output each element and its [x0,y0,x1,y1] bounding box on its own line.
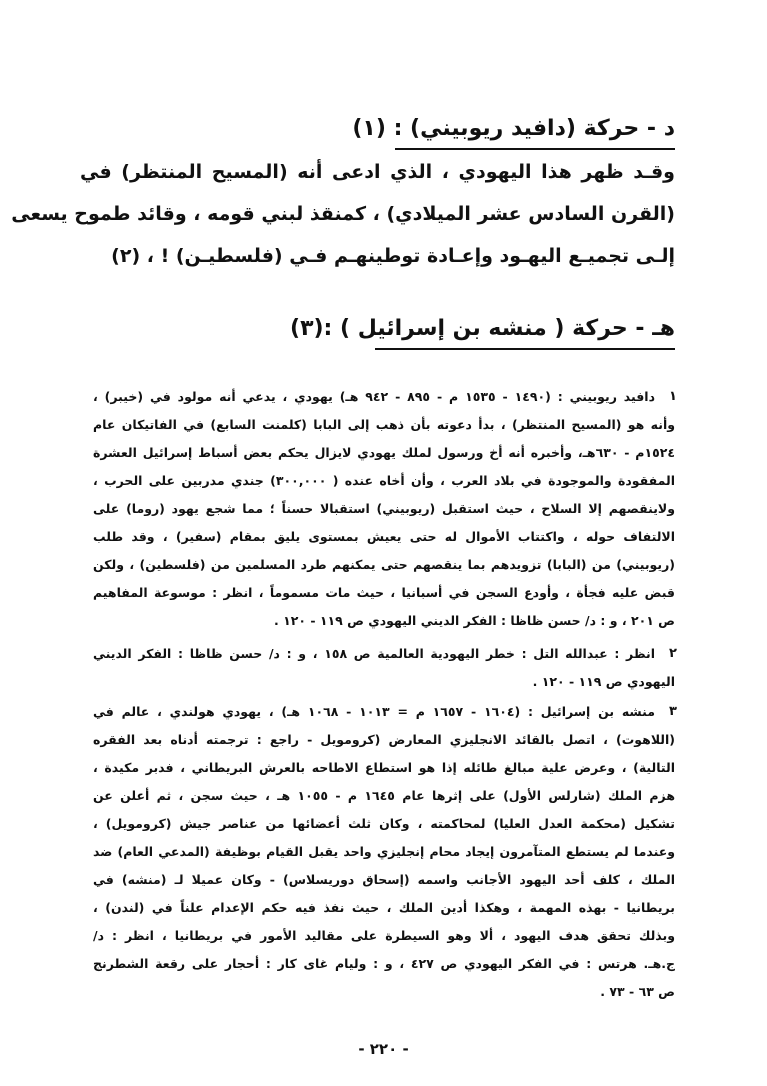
page-number: - ٢٢٠ - [358,1040,409,1058]
footnote-line: هزم الملك (شارلس الأول) على إثرها عام ١٦٤٥ م - ١٠٥٥ هـ ، حيث سجن ، ثم أعلن عن [93,788,675,803]
footnote-line: ج.هـ. هرتس : في الفكر اليهودي ص ٤٢٧ ، و : وليام غاى كار : أحجار على رقعة الشطرنج [93,956,675,971]
section-heading-menasseh-ben-israel: هـ - حركة ( منشه بن إسرائيل ) :(٣) [290,316,675,341]
footnote-number: ٣ [669,704,677,719]
footnote-line: دافيد ريوبيني : (١٤٩٠ - ١٥٣٥ م - ٨٩٥ - ٩٤٢ هـ) يهودي ، يدعي أنه مولود في (خيبر) ، [93,389,655,404]
footnote-line: التالية) ، وعرض علية مبالغ طائله إذا هو استطاع الاطاحه بالعرش البريطاني ، فدبر مكيدة ، [93,760,675,775]
footnote-line: قبض عليه فجأة ، وأودع السجن في أسبانيا ، حيث مات مسموماً ، انظر : موسوعة المفاهيم [93,585,675,600]
footnote-line: وعندما لم يستطع المتآمرون إيجاد محام إنجليزي واحد يقبل القيام بوظيفة (المدعي العام) ضد [93,844,675,859]
footnote-line: الملك ، كلف أحد اليهود الأجانب واسمه (إسحاق دوريسلاس) - وكان عميلا لـ (منشه) في [93,872,675,887]
paragraph-line: إلـى تجميـع اليهـود وإعـادة توطينهـم فـي (فلسطيـن) ! ، (٢) [111,245,675,267]
footnote-line: منشه بن إسرائيل : (١٦٠٤ - ١٦٥٧ م = ١٠١٣ - ١٠٦٨ هـ) ، يهودي هولندي ، عالم في [93,704,655,719]
paragraph-line: (القرن السادس عشر الميلادي) ، كمنقذ لبني قومه ، وقائد طموح يسعى [11,203,675,225]
footnote-line: ص ٢٠١ ، و : د/ حسن ظاظا : الفكر الديني اليهودي ص ١١٩ - ١٢٠ . [273,613,675,628]
heading-underline [375,348,675,350]
footnote-line: تشكيل (محكمة العدل العليا) لمحاكمته ، وكان ثلث أعضائها من عناصر جيش (كرومويل) ، [93,816,675,831]
footnote-line: ١٥٢٤م - ٦٣٠هـ، وأخبره أنه أخ ورسول لملك يهودي لايزال يحكم بعض أسباط إسرائيل العشرة [93,445,675,460]
footnote-line: (ريوبيني) من (البابا) تزويدهم بما ينقصهم حتى يمكنهم طرد المسلمين من (فلسطين) ، ولكن [93,557,675,572]
footnote-line: ولاينقصهم إلا السلاح ، حيث استقبل (ريوبيني) استقبالا حسناً ؛ مما شجع يهود (روما) على [93,501,675,516]
footnote-line: الالتفاف حوله ، واكتتاب الأموال له حتى يعيش بمستوى يليق بمقام (سفير) ، وقد طلب [93,529,675,544]
footnote-line: اليهودي ص ١١٩ - ١٢٠ . [532,674,675,689]
footnote-line: ص ٦٣ - ٧٣ . [600,984,675,999]
footnote-line: بريطانيا - بهذه المهمة ، وهكذا أدين الملك ، حيث نفذ فيه حكم الإعدام علناً في (لندن) ، [93,900,675,915]
footnote-number: ١ [669,389,677,404]
section-heading-david-reubeni: د - حركة (دافيد ريوبيني) : (١) [352,116,675,141]
footnote-line: وأنه هو (المسيح المنتظر) ، بدأ دعوته بأن ذهب إلى البابا (كلمنت السابع) في الفاتيكان عام [93,417,675,432]
heading-underline [395,148,675,150]
footnote-number: ٢ [669,646,677,661]
footnote-line: (اللاهوت) ، اتصل بالقائد الانجليزي المعارض (كرومويل - راجع : ترجمته أدناه بعد الفقره [93,732,675,747]
footnote-line: المفقودة والموجودة في بلاد العرب ، وأن أخاه عنده ( ٣٠٠,٠٠٠) جندي مدربين على الحرب ، [93,473,676,488]
footnote-line: وبذلك تحقق هدف اليهود ، ألا وهو السيطرة على مقاليد الأمور في بريطانيا ، انظر : د/ [93,928,675,943]
paragraph-line: وقـد ظهر هذا اليهودي ، الذي ادعى أنه (المسيح المنتظر) في [80,161,675,183]
footnote-line: انظر : عبدالله التل : خطر اليهودية العالمية ص ١٥٨ ، و : د/ حسن ظاظا : الفكر الديني [93,646,655,661]
